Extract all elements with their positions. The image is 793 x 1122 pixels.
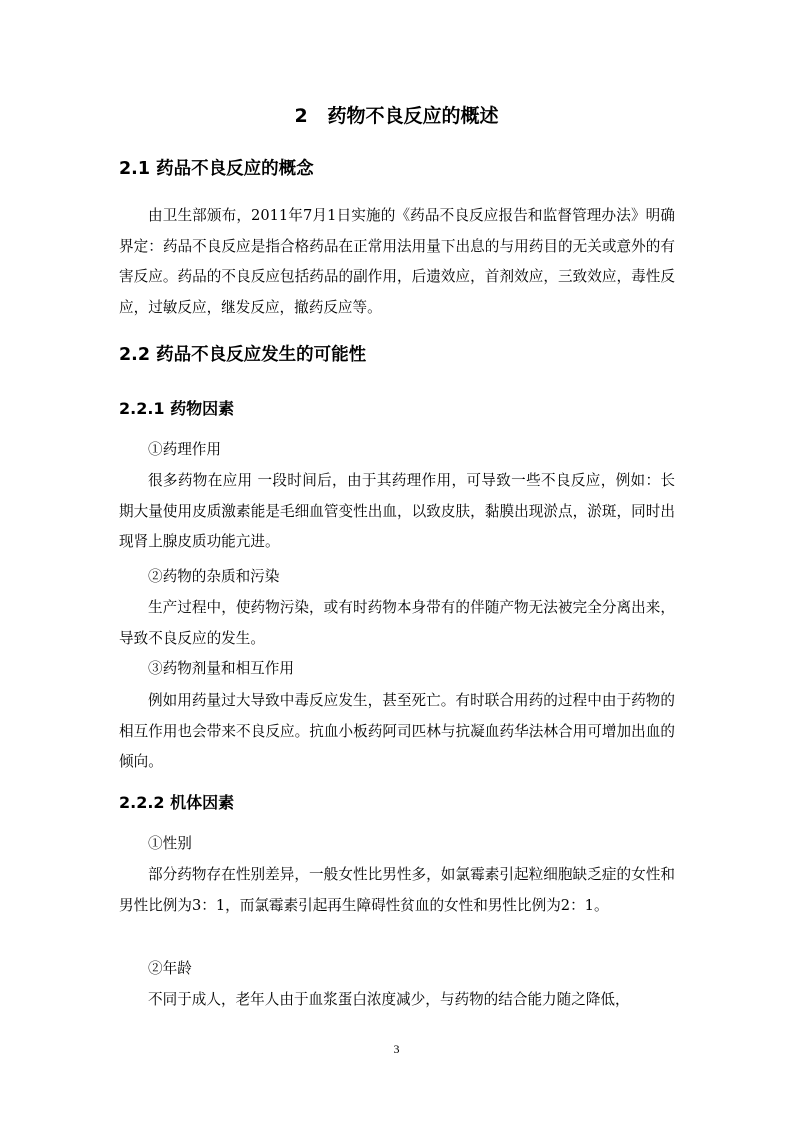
paragraph-age: 不同于成人，老年人由于血浆蛋白浓度减少，与药物的结合能力随之降低， — [148, 991, 630, 1008]
section-heading-2-2: 2.2 药品不良反应发生的可能性 — [119, 345, 367, 365]
item-label-gender: ①性别 — [148, 835, 192, 852]
page-number: 3 — [393, 1042, 400, 1056]
subsection-heading-2-2-2: 2.2.2 机体因素 — [119, 793, 235, 812]
paragraph-impurities: 生产过程中，使药物污染，或有时药物本身带有的伴随产物无法被完全分离出来，导致不良反应的发生。 — [119, 599, 675, 647]
subsection-heading-2-2-1: 2.2.1 药物因素 — [119, 399, 235, 418]
item-label-dosage: ③药物剂量和相互作用 — [148, 660, 294, 677]
item-label-impurities: ②药物的杂质和污染 — [148, 568, 280, 585]
chapter-title: 2 药物不良反应的概述 — [294, 105, 499, 127]
section-heading-2-1: 2.1 药品不良反应的概念 — [119, 159, 314, 179]
paragraph-adr-definition: 由卫生部颁布，2011年7月1日实施的《药品不良反应报告和监督管理办法》明确界定：药品不良反应是指合格药品在正常用法用量下出息的与用药目的无关或意外的有害反应。药品的不良反应包括药品的副作用，后遗效应，首剂效应，三致效应，毒性反应，过敏反应，继发反应，撤药反应等。 — [119, 207, 675, 316]
paragraph-dosage: 例如用药量过大导致中毒反应发生，甚至死亡。有时联合用药的过程中由于药物的相互作用也会带来不良反应。抗血小板药阿司匹林与抗凝血药华法林合用可增加出血的倾向。 — [119, 692, 675, 771]
paragraph-pharmacology: 很多药物在应用 一段时间后，由于其药理作用，可导致一些不良反应，例如：长期大量使用皮质激素能是毛细血管变性出血，以致皮肤，黏膜出现淤点，淤斑，同时出现肾上腺皮质功能亢进。 — [119, 472, 675, 551]
paragraph-gender: 部分药物存在性别差异，一般女性比男性多，如氯霉素引起粒细胞缺乏症的女性和男性比例为3：1，而氯霉素引起再生障碍性贫血的女性和男性比例为2：1。 — [119, 866, 675, 914]
item-label-pharmacology: ①药理作用 — [148, 441, 221, 458]
item-label-age: ②年龄 — [148, 960, 192, 977]
